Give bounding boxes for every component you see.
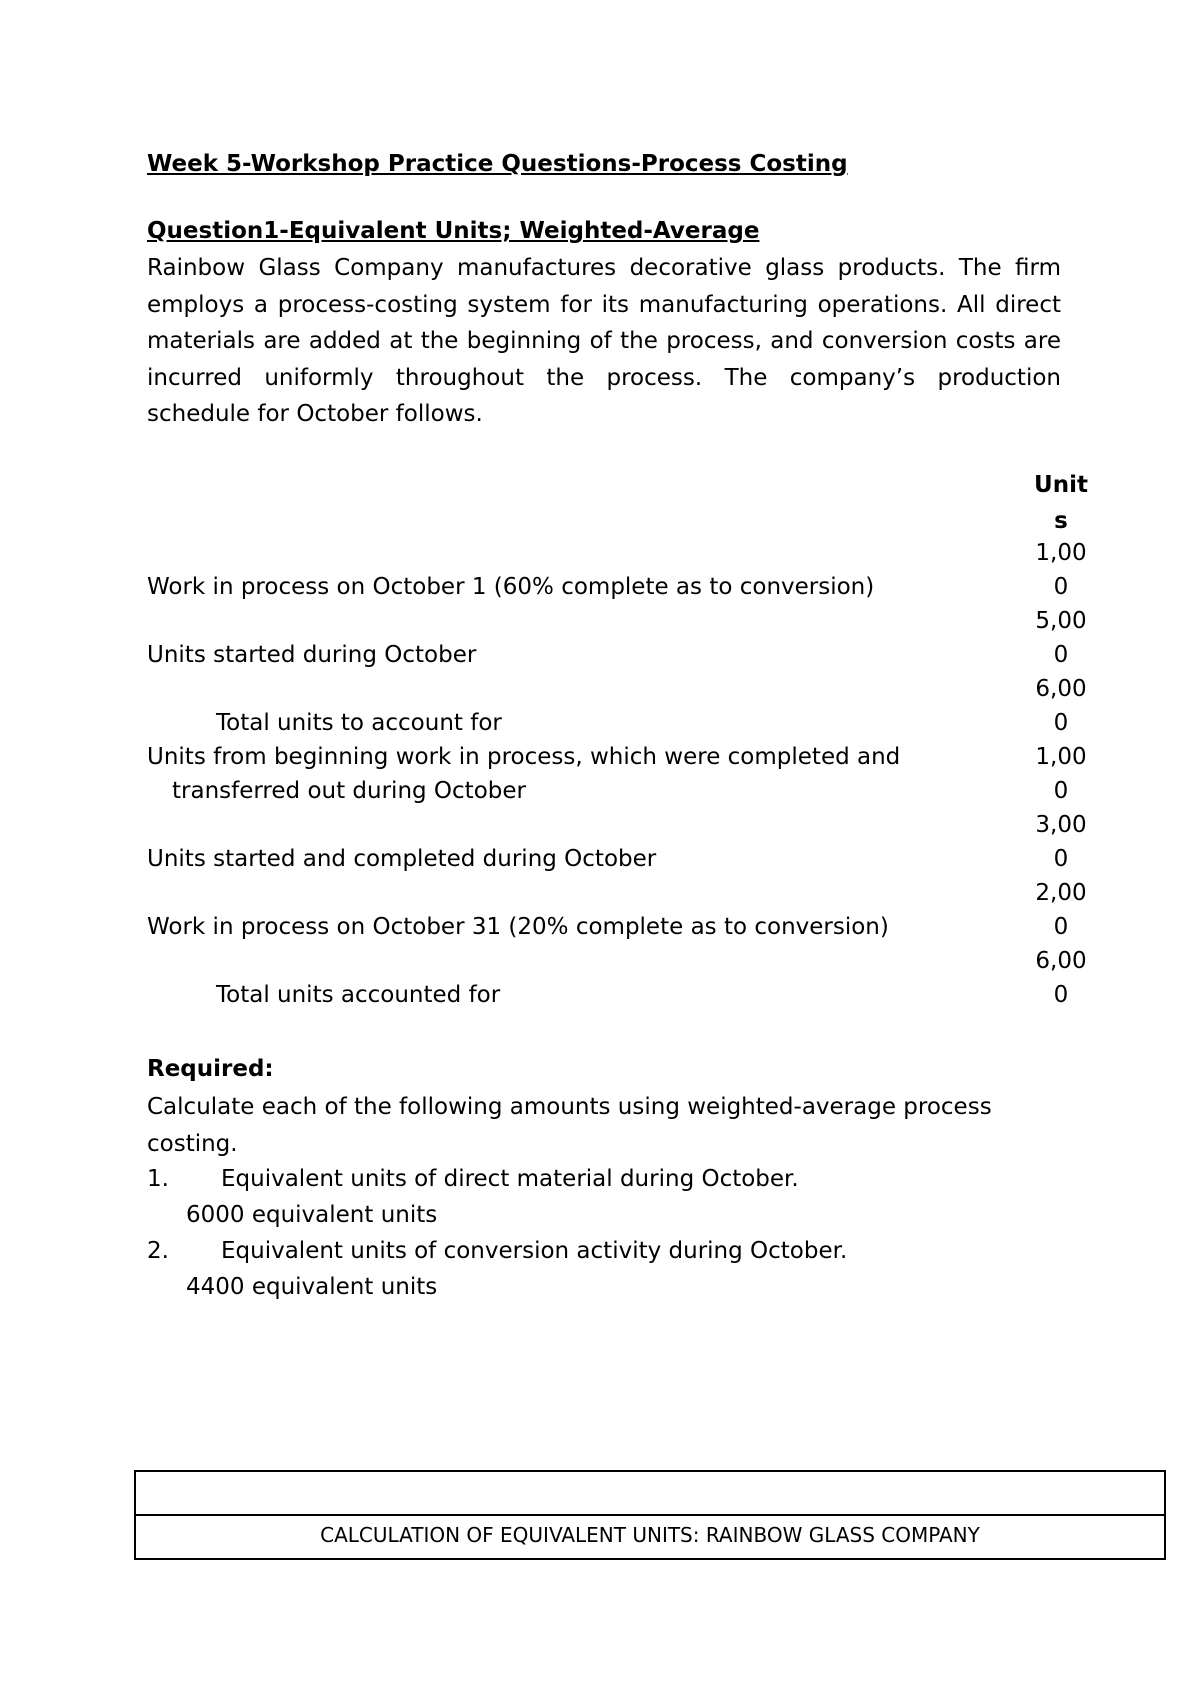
list-item-text: Equivalent units of direct material during October. [221, 1166, 799, 1192]
row-label: Units from beginning work in process, which were completed and [147, 744, 901, 770]
units-value-part2: 0 [1053, 642, 1069, 668]
list-item-number: 1. [147, 1166, 169, 1192]
units-value-part2: 0 [1053, 574, 1069, 600]
required-heading: Required: [147, 1056, 274, 1082]
question-intro: Rainbow Glass Company manufactures decorative glass products. The firm employs a process-costing system for its manufacturing operations. All direct materials are added at the beginning of the process, and conversion costs are incurred uniformly throughout the process. The company’s production schedule for October follows. [147, 255, 1061, 428]
units-value-part1: 2,00 [1035, 880, 1087, 906]
units-value-part1: 6,00 [1035, 948, 1087, 974]
row-label: Work in process on October 31 (20% complete as to conversion) [147, 914, 889, 940]
units-value-part2: 0 [1053, 914, 1069, 940]
row-label: Total units to account for [216, 710, 502, 736]
equivalent-units-table [134, 1470, 1166, 1560]
list-item-answer: 6000 equivalent units [186, 1202, 438, 1228]
table-header-cell [136, 1472, 1164, 1516]
units-value-part2: 0 [1053, 982, 1069, 1008]
table-caption: CALCULATION OF EQUIVALENT UNITS: RAINBOW GLASS COMPANY [320, 1523, 980, 1547]
units-value-part2: 0 [1053, 710, 1069, 736]
row-label-cont: transferred out during October [172, 778, 526, 804]
units-value-part1: 1,00 [1035, 744, 1087, 770]
units-value-part1: 6,00 [1035, 676, 1087, 702]
row-label: Units started and completed during October [147, 846, 657, 872]
document-title: Week 5-Workshop Practice Questions-Process Costing [147, 151, 848, 177]
list-item-answer: 4400 equivalent units [186, 1274, 438, 1300]
units-column-header: Unit [1034, 472, 1088, 498]
units-value-part1: 1,00 [1035, 540, 1087, 566]
question-heading: Question1-Equivalent Units; Weighted-Average [147, 218, 760, 244]
list-item-text: Equivalent units of conversion activity during October. [221, 1238, 848, 1264]
row-label: Total units accounted for [216, 982, 501, 1008]
units-value-part1: 3,00 [1035, 812, 1087, 838]
list-item-number: 2. [147, 1238, 169, 1264]
row-label: Units started during October [147, 642, 477, 668]
units-value-part2: 0 [1053, 846, 1069, 872]
row-label: Work in process on October 1 (60% complete as to conversion) [147, 574, 875, 600]
units-column-header-cont: s [1054, 508, 1068, 534]
units-value-part2: 0 [1053, 778, 1069, 804]
required-text: Calculate each of the following amounts using weighted-average process costing. [147, 1094, 992, 1157]
units-value-part1: 5,00 [1035, 608, 1087, 634]
